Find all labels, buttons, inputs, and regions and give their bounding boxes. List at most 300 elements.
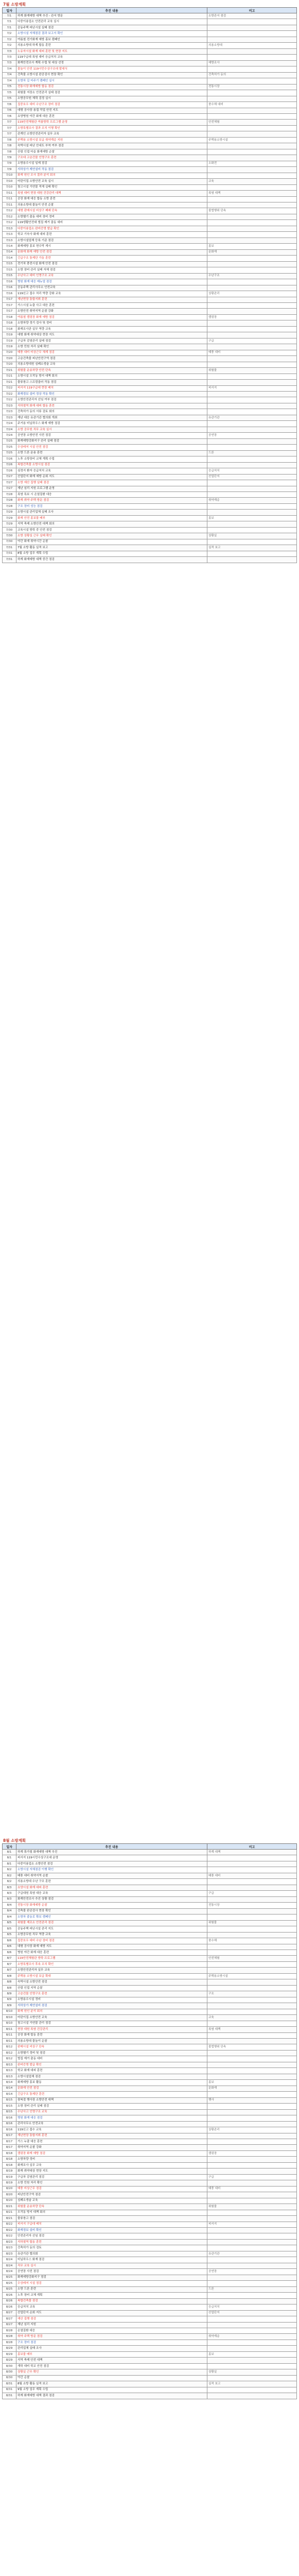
table-row [3, 2009, 297, 2014]
cell-content: 물놀이 안전 119시민수상구조대 발대식 [16, 66, 207, 72]
cell-date: 7/13 [3, 232, 16, 238]
cell-note [207, 2050, 297, 2056]
cell-note: 응급처치 [207, 468, 297, 474]
cell-note: 상황관리 [207, 2127, 297, 2133]
cell-content: 창고시설 가연물 관리 점검 [16, 2021, 207, 2026]
table-row [3, 2162, 297, 2168]
table-row [3, 2074, 297, 2079]
table-row [3, 2180, 297, 2186]
cell-date: 7/24 [3, 421, 16, 427]
cell-date: 7/25 [3, 438, 16, 444]
cell-note [207, 527, 297, 533]
cell-note: 주택용소방시설 [207, 137, 297, 143]
cell-content: 소방시설 자체점검 이행 확인 [16, 1867, 207, 1873]
cell-content: 소방 예산 집행 실태 점검 [16, 480, 207, 486]
cell-date: 8/26 [3, 2298, 16, 2304]
cell-content: 화재경보 설비 정상 작동 확인 [16, 392, 207, 397]
cell-content: 119안전체험관 방학 프로그램 [16, 1956, 207, 1961]
cell-content: 어린이집 소방안전 교육 실시 [16, 179, 207, 184]
table-row [3, 196, 297, 202]
table-row [3, 1932, 297, 1938]
cell-note [207, 2393, 297, 2399]
cell-date: 7/29 [3, 515, 16, 521]
cell-note [207, 344, 297, 350]
cell-note: 공연장 [207, 2269, 297, 2275]
cell-date: 7/31 [3, 545, 16, 551]
cell-note [207, 2216, 297, 2222]
cell-content: 소방용수시설 정비 [16, 1997, 207, 2003]
table-row [3, 2115, 297, 2121]
cell-note [207, 2168, 297, 2174]
table-row [3, 510, 297, 515]
table-row [3, 285, 297, 291]
table-row [3, 120, 297, 125]
table-row [3, 450, 297, 456]
table-row [3, 397, 297, 403]
cell-note [207, 362, 297, 367]
cell-note: 건축허가 동의 [207, 72, 297, 78]
cell-date: 7/4 [3, 78, 16, 84]
cell-note: 태풍 대비 [207, 2186, 297, 2192]
cell-note [207, 232, 297, 238]
cell-date: 8/15 [3, 2109, 16, 2115]
cell-content: 전통시장 화재예방 순찰 [16, 1903, 207, 1908]
cell-date: 7/2 [3, 43, 16, 48]
cell-date: 7/20 [3, 350, 16, 355]
cell-date: 8/13 [3, 2074, 16, 2079]
cell-note [207, 2092, 297, 2097]
cell-content: 8월 소방 활동 실적 보고 [16, 2381, 207, 2387]
cell-note [207, 2198, 297, 2204]
cell-date: 7/5 [3, 96, 16, 101]
cell-note: 피서지 [207, 385, 297, 391]
table-row [3, 368, 297, 374]
cell-date: 7/28 [3, 503, 16, 509]
cell-content: 화재조사 실무 교육 [16, 2162, 207, 2168]
cell-content: 소방용수시설 일제 점검 [16, 161, 207, 166]
cell-date: 7/20 [3, 362, 16, 367]
cell-date: 7/2 [3, 37, 16, 42]
cell-date: 7/6 [3, 102, 16, 108]
cell-content: 지하상가 제연설비 작동 점검 [16, 167, 207, 173]
cell-note [207, 1985, 297, 1991]
cell-date: 7/23 [3, 415, 16, 420]
cell-content: 피서지 119시민수상구조대 운영 [16, 1855, 207, 1861]
cell-note [207, 2281, 297, 2286]
table-row [3, 191, 297, 196]
cell-date: 7/1 [3, 19, 16, 25]
table-row [3, 2298, 297, 2304]
table-row [3, 2027, 297, 2032]
cell-date: 7/21 [3, 374, 16, 379]
cell-content: 화재 안전 홍보물 배부 [16, 515, 207, 521]
table-row [3, 173, 297, 178]
cell-content: 하계 화재예방 대책 추진 - 관서 방문 [16, 13, 207, 19]
cell-content: 피난안전구역 점검 [16, 2192, 207, 2198]
cell-note: 실적 보고 [207, 2381, 297, 2387]
cell-note [207, 456, 297, 462]
cell-date: 8/29 [3, 2346, 16, 2351]
cell-content: 산업단지 화재 예방 순회 지도 [16, 474, 207, 480]
table-row [3, 25, 297, 30]
cell-note [207, 2275, 297, 2280]
cell-content: 화재예방강화지구 관리 실태 점검 [16, 438, 207, 444]
cell-note [207, 1961, 297, 1967]
cell-content: 소방차 길 터주기 캠페인 실시 [16, 78, 207, 84]
cell-date: 7/10 [3, 173, 16, 178]
cell-date: 8/8 [3, 1979, 16, 1985]
cell-content: 공장 화재 대응 합동 소방 훈련 [16, 196, 207, 202]
cell-date: 8/10 [3, 2009, 16, 2014]
cell-note [207, 1914, 297, 1920]
cell-content: 전기차 충전시설 화재 안전 점검 [16, 261, 207, 267]
cell-date: 8/18 [3, 2162, 16, 2168]
table-row [3, 31, 297, 37]
cell-date: 8/3 [3, 1891, 16, 1896]
cell-content: 소방안전관리자 실무 교육 [16, 1968, 207, 1973]
cell-note [207, 48, 297, 54]
cell-content: 소방시설 관리업체 실태 조사 [16, 510, 207, 515]
table-row [3, 1879, 297, 1885]
cell-date: 8/6 [3, 1944, 16, 1950]
table-row [3, 1903, 297, 1908]
cell-note [207, 256, 297, 261]
cell-content: 하계 휴가철 화재예방 대책 추진 [16, 1850, 207, 1855]
cell-note: 홍보 [207, 515, 297, 521]
cell-content: 학교 기숙사 화재 대피 훈련 [16, 232, 207, 238]
cell-content: 피서지 119구급대 현장 배치 [16, 385, 207, 391]
cell-note: 취약계층 [207, 2334, 297, 2340]
table-row [3, 2245, 297, 2251]
cell-date: 7/7 [3, 125, 16, 131]
table-row [3, 1944, 297, 1950]
table-row [3, 1961, 297, 1967]
cell-note [207, 173, 297, 178]
cell-content: 현장 대원 폭염 건강관리 [16, 2027, 207, 2032]
cell-date: 7/17 [3, 309, 16, 314]
cell-note: 캠핑장 [207, 2150, 297, 2156]
table-row [3, 60, 297, 66]
cell-note [207, 2068, 297, 2074]
cell-content: 재난 대응 유관기관 협의회 개최 [16, 415, 207, 420]
cell-content: 소방시설업체 점검 [16, 2074, 207, 2079]
cell-date: 8/29 [3, 2351, 16, 2357]
cell-content: 9월 소방 업무 계획 수립 [16, 2387, 207, 2393]
header-note: 비고 [207, 1844, 297, 1850]
section-title: 8월 소방계획 [3, 1838, 26, 1843]
cell-note [207, 392, 297, 397]
table-row [3, 557, 297, 563]
cell-note [207, 55, 297, 60]
cell-date: 8/2 [3, 1873, 16, 1878]
table-row [3, 2003, 297, 2009]
table-row [3, 445, 297, 450]
cell-content: 물류창고 점검 [16, 2216, 207, 2222]
cell-content: 소방공무원 체력 검정 실시 [16, 96, 207, 101]
cell-note [207, 285, 297, 291]
cell-note [207, 2139, 297, 2144]
table-row [3, 1997, 297, 2003]
cell-content: 판매시설 비상구 단속 [16, 2044, 207, 2050]
cell-note [207, 2228, 297, 2233]
table-row [3, 214, 297, 219]
table-row [3, 498, 297, 503]
table-row [3, 167, 297, 173]
table-row [3, 2358, 297, 2363]
cell-content: 수상레저 시설 안전 점검 [16, 445, 207, 450]
table-row [3, 1991, 297, 1997]
cell-content: 재난현장 통합지휘 훈련 [16, 297, 207, 302]
cell-note: 문화재 [207, 249, 297, 255]
cell-note [207, 557, 297, 563]
table-row [3, 2257, 297, 2263]
table-row [3, 421, 297, 427]
cell-content: 소방차량 정비 [16, 2157, 207, 2162]
cell-note [207, 320, 297, 326]
table-row [3, 143, 297, 149]
table-row [3, 320, 297, 326]
table-row [3, 533, 297, 539]
cell-note [207, 2021, 297, 2026]
table-row [3, 48, 297, 54]
table-row [3, 184, 297, 190]
table-row [3, 2228, 297, 2233]
cell-date: 7/15 [3, 273, 16, 279]
cell-date: 7/11 [3, 191, 16, 196]
cell-note [207, 2257, 297, 2263]
table-row [3, 2139, 297, 2144]
cell-date: 7/6 [3, 108, 16, 113]
table-row [3, 2086, 297, 2091]
cell-date: 8/28 [3, 2328, 16, 2333]
cell-note [207, 90, 297, 96]
cell-date: 7/28 [3, 492, 16, 497]
table-row [3, 2281, 297, 2286]
cell-content: 재난 심리 지원 프로그램 운영 [16, 486, 207, 492]
cell-date: 8/16 [3, 2127, 16, 2133]
cell-date: 8/31 [3, 2393, 16, 2399]
cell-date: 8/5 [3, 1926, 16, 1932]
table-row [3, 2021, 297, 2026]
cell-note [207, 409, 297, 415]
cell-note [207, 214, 297, 219]
cell-content: 위험물 저장소 안전관리 실태 점검 [16, 90, 207, 96]
cell-date: 7/25 [3, 445, 16, 450]
cell-note: 유관기관 [207, 2251, 297, 2257]
cell-date: 7/24 [3, 427, 16, 432]
cell-date: 8/8 [3, 1985, 16, 1991]
table-row [3, 2393, 297, 2399]
cell-content: 안전관리자 선임 점검 [16, 2233, 207, 2239]
cell-note [207, 108, 297, 113]
cell-note [207, 2145, 297, 2150]
cell-date: 8/22 [3, 2228, 16, 2233]
cell-date: 8/5 [3, 1932, 16, 1938]
cell-content: 주택용 소방시설 보급 취약계층 지원 [16, 137, 207, 143]
cell-note: 안전체험 [207, 1956, 297, 1961]
cell-note [207, 125, 297, 131]
cell-note [207, 2115, 297, 2121]
cell-note [207, 421, 297, 427]
cell-note [207, 2009, 297, 2014]
cell-date: 7/7 [3, 131, 16, 137]
cell-date: 7/23 [3, 409, 16, 415]
cell-date: 8/22 [3, 2233, 16, 2239]
cell-content: 오작동 방지 대책 회의 [16, 2210, 207, 2215]
cell-content: 대형 공사장 화재 예방 지도 [16, 1944, 207, 1950]
cell-note: 홍보 [207, 2080, 297, 2086]
cell-date: 8/24 [3, 2269, 16, 2275]
cell-content: 예산 집행 점검 [16, 2316, 207, 2322]
cell-content: 물류창고 스프링클러 작동 점검 [16, 380, 207, 385]
cell-content: 가스시설 누출 사고 대응 훈련 [16, 302, 207, 308]
cell-note: 구급 [207, 338, 297, 344]
cell-content: 구급차 감염관리 실태 점검 [16, 338, 207, 344]
cell-content: 완비증명 발급 확인 [16, 2062, 207, 2067]
table-row [3, 1891, 297, 1896]
cell-note [207, 2039, 297, 2044]
table-row [3, 2056, 297, 2062]
cell-date: 8/23 [3, 2251, 16, 2257]
cell-date: 8/19 [3, 2174, 16, 2180]
cell-note [207, 397, 297, 403]
cell-note [207, 427, 297, 432]
cell-date: 8/30 [3, 2363, 16, 2369]
table-row [3, 2062, 297, 2067]
cell-date: 7/8 [3, 149, 16, 155]
table-row [3, 2050, 297, 2056]
table-row [3, 539, 297, 545]
cell-date: 8/24 [3, 2257, 16, 2263]
cell-content: 문화재 화재 예방 안전 점검 [16, 249, 207, 255]
table-row [3, 2316, 297, 2322]
cell-note [207, 267, 297, 273]
cell-content: 건축물 완공검사 현장 확인 [16, 1908, 207, 1914]
table-row [3, 1973, 297, 1979]
cell-note: 안전체험 [207, 120, 297, 125]
cell-content: 병원 화재 대응 점검 [16, 2115, 207, 2121]
cell-date: 8/17 [3, 2145, 16, 2150]
cell-content: 소방특별조사 결과 조치 이행 확인 [16, 125, 207, 131]
cell-content: 소방 상황실 근무 실태 확인 [16, 533, 207, 539]
cell-content: 비닐하우스 화재 점검 [16, 2257, 207, 2263]
cell-note [207, 2358, 297, 2363]
cell-content: 긴급구조 통제단 가동 훈련 [16, 256, 207, 261]
cell-date: 7/5 [3, 90, 16, 96]
cell-date: 8/28 [3, 2340, 16, 2345]
cell-date: 8/21 [3, 2210, 16, 2215]
cell-note [207, 149, 297, 155]
table-row [3, 462, 297, 468]
cell-date: 7/11 [3, 202, 16, 208]
cell-date: 8/18 [3, 2150, 16, 2156]
cell-note [207, 503, 297, 509]
cell-date: 7/9 [3, 155, 16, 161]
table-row [3, 415, 297, 420]
cell-date: 7/24 [3, 433, 16, 438]
cell-note: 불법행위 단속 [207, 208, 297, 214]
table-row [3, 2080, 297, 2086]
cell-content: 여름철 전기화재 예방 홍보 캠페인 [16, 37, 207, 42]
cell-note [207, 202, 297, 208]
cell-content: 119신고 접수 처리 역량 강화 교육 [16, 291, 207, 297]
cell-content: 노유자시설 화재 대피 훈련 및 현장 지도 [16, 48, 207, 54]
table-row [3, 1950, 297, 1955]
header-content: 추진 내용 [16, 1844, 207, 1850]
table-row [3, 344, 297, 350]
cell-date: 7/20 [3, 356, 16, 362]
cell-date: 7/10 [3, 179, 16, 184]
cell-content: 공연장 소방안전 사전 점검 [16, 433, 207, 438]
cell-note: 불법행위 단속 [207, 2044, 297, 2050]
cell-date: 8/1 [3, 1855, 16, 1861]
cell-date: 7/9 [3, 161, 16, 166]
cell-note: 홍보 [207, 244, 297, 249]
table-row [3, 125, 297, 131]
cell-note [207, 2162, 297, 2168]
table-row [3, 1920, 297, 1926]
table-row [3, 545, 297, 551]
table-row [3, 2174, 297, 2180]
cell-note [207, 1879, 297, 1885]
cell-content: 긴급구조 통제단 훈련 [16, 2092, 207, 2097]
table-body [3, 1850, 297, 2399]
cell-content: 위험물 운송차량 안전 단속 [16, 368, 207, 374]
cell-note [207, 155, 297, 161]
cell-date: 7/17 [3, 302, 16, 308]
cell-content: 전통시장 화재예방 합동 점검 [16, 84, 207, 90]
cell-note: 위험물 [207, 1920, 297, 1926]
cell-content: 공연장 사전 점검 [16, 2269, 207, 2275]
cell-note [207, 1950, 297, 1955]
cell-content: 캠핑장 화재 예방 점검 [16, 2150, 207, 2156]
cell-content: 화재경보 설비 확인 [16, 2228, 207, 2233]
cell-note: 수난구조 [207, 273, 297, 279]
cell-note [207, 261, 297, 267]
cell-note [207, 332, 297, 338]
table-row [3, 1873, 297, 1878]
cell-content: 요양병원 야간 화재 대응 훈련 [16, 113, 207, 119]
cell-content: 대형 화재 취약대상 현장 지도 [16, 332, 207, 338]
cell-note [207, 1855, 297, 1861]
schedule-table [2, 1843, 297, 2399]
table-row [3, 137, 297, 143]
cell-note [207, 2157, 297, 2162]
cell-note [207, 2245, 297, 2251]
cell-date: 8/4 [3, 1908, 16, 1914]
cell-note [207, 2056, 297, 2062]
cell-content: 노후 소방장비 교체 계획 수립 [16, 456, 207, 462]
cell-content: 소방차량 정기 검사 및 정비 [16, 320, 207, 326]
table-row [3, 2334, 297, 2340]
cell-content: 심폐소생술 교육 [16, 2198, 207, 2204]
cell-note: 산업단지 [207, 2310, 297, 2316]
cell-content: 산림 인접 지역 순찰 [16, 1985, 207, 1991]
cell-date: 7/22 [3, 392, 16, 397]
cell-note [207, 2210, 297, 2215]
cell-date: 8/1 [3, 1861, 16, 1867]
cell-date: 7/3 [3, 55, 16, 60]
table-row [3, 385, 297, 391]
cell-content: 소방 민원 처리 실태 확인 [16, 344, 207, 350]
cell-content: 관계인 소방안전관리자 실무 교육 [16, 131, 207, 137]
table-row [3, 13, 297, 19]
cell-note [207, 1926, 297, 1932]
cell-content: 소방 드론 훈련 [16, 2286, 207, 2292]
table-row [3, 220, 297, 226]
cell-content: 다중이용업소 안전관리 교육 실시 [16, 19, 207, 25]
section-title: 7월 소방계획 [3, 2, 26, 7]
